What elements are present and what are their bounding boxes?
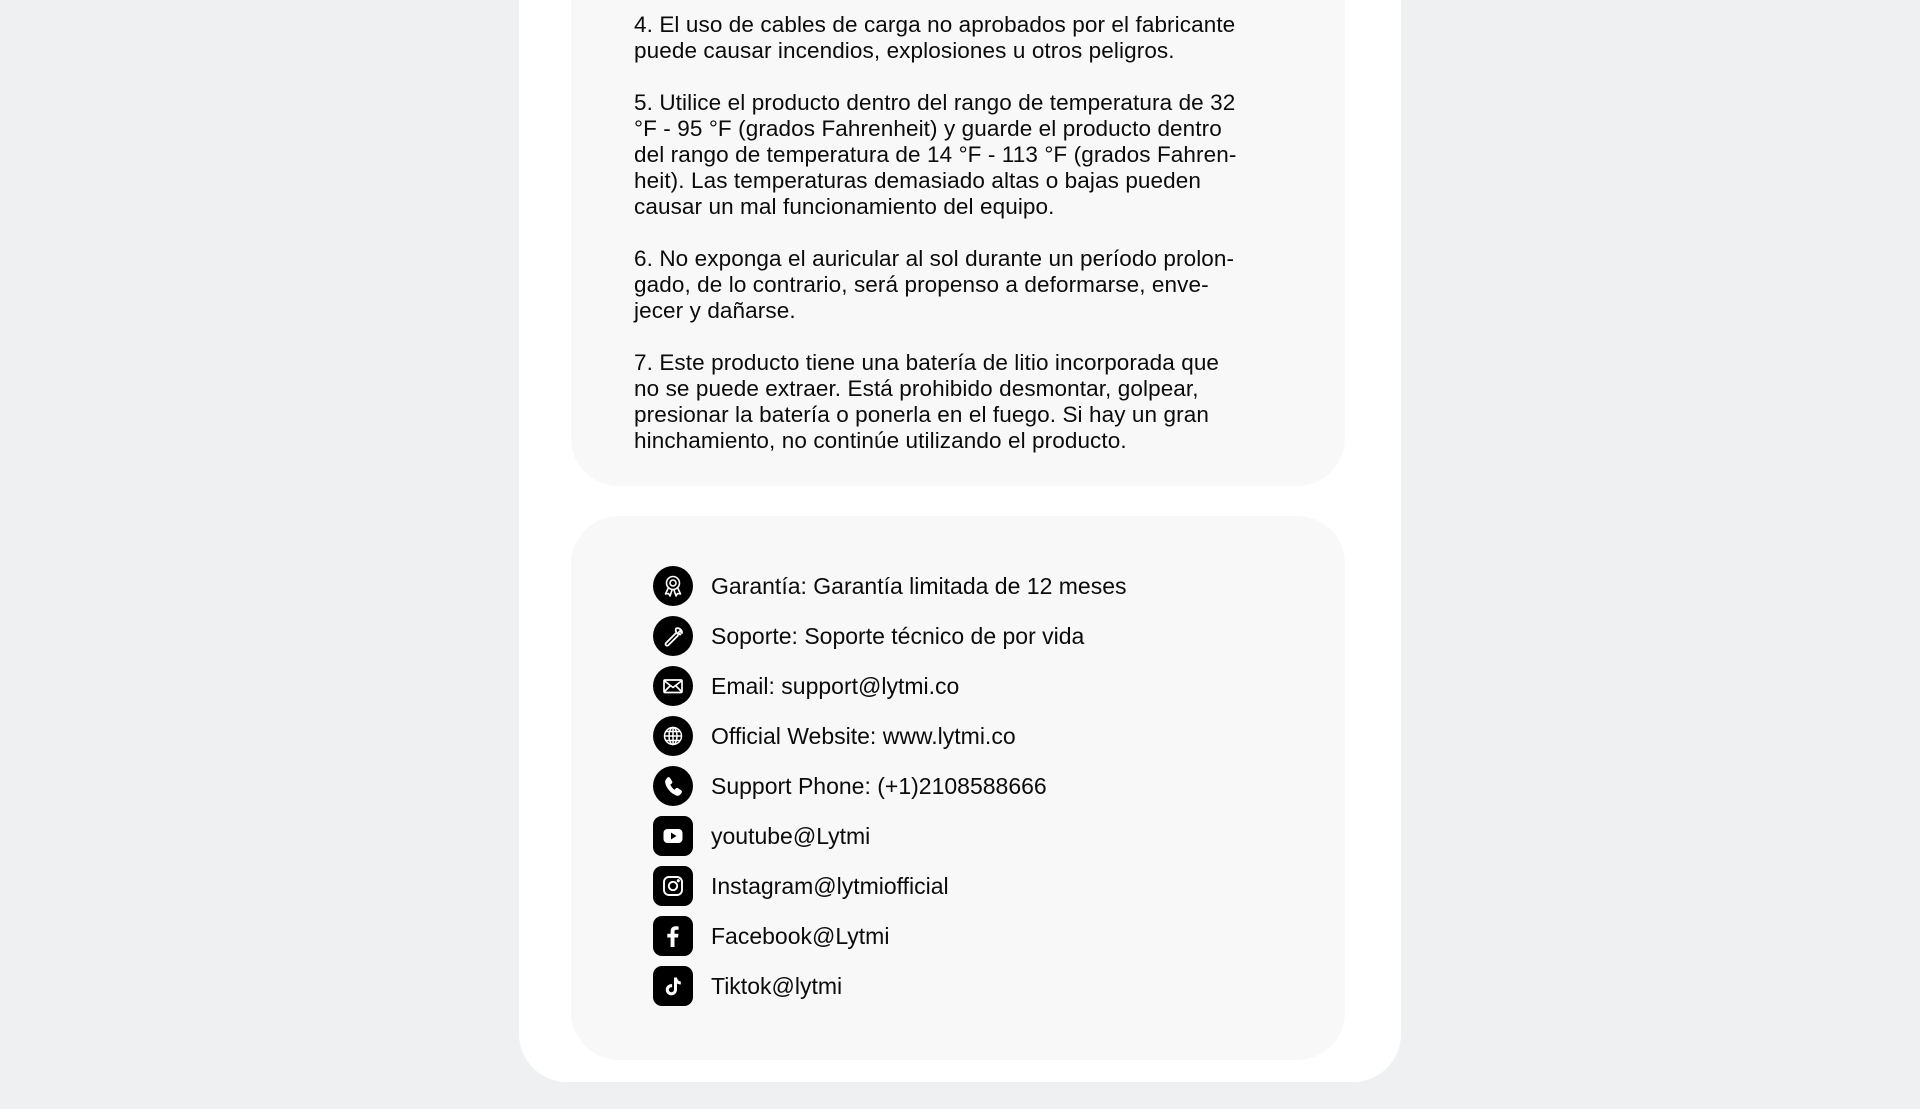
contact-item-tiktok[interactable] [653,961,1127,1011]
instagram-text[interactable]: Instagram@lytmiofficial [711,873,949,899]
facebook-icon [653,916,693,956]
warning-item-4: 4. El uso de cables de carga no aprobados por el fabricante puede causar incendios, explosiones u otros peligros. [634,12,1236,63]
website-text[interactable]: Official Website: www.lytmi.co [711,723,1016,749]
contact-item-email[interactable] [653,661,1127,711]
contact-item-website[interactable] [653,711,1127,761]
contact-item-support [653,611,1127,661]
warning-item-5: 5. Utilice el producto dentro del rango de temperatura de 32 °F - 95 °F (grados Fahrenheit) y guarde el producto dentro del rango de temperatura de 14 °F - 113 °F (grados Fahren- heit). Las temperaturas demasiado altas o bajas pueden causar un mal funcionamiento del equipo. [634,90,1237,219]
safety-warnings-card [571,0,1345,486]
safety-warnings-list [634,12,1294,480]
envelope-icon [653,666,693,706]
facebook-text[interactable]: Facebook@Lytmi [711,923,890,949]
wrench-icon [653,616,693,656]
globe-icon [653,716,693,756]
contact-item-warranty [653,561,1127,611]
contact-item-instagram[interactable] [653,861,1127,911]
support-text: Soporte: Soporte técnico de por vida [711,623,1085,649]
contact-item-youtube[interactable] [653,811,1127,861]
phone-icon [653,766,693,806]
contact-item-facebook[interactable] [653,911,1127,961]
tiktok-icon [653,966,693,1006]
manual-page [519,0,1401,1082]
contact-info-card [571,516,1345,1060]
youtube-text[interactable]: youtube@Lytmi [711,823,871,849]
warning-item-6: 6. No exponga el auricular al sol durante un período prolon- gado, de lo contrario, será propenso a deformarse, enve- jecer y dañarse. [634,246,1235,323]
phone-text[interactable]: Support Phone: (+1)2108588666 [711,773,1047,799]
award-icon [653,566,693,606]
contact-list [653,561,1127,1011]
tiktok-text[interactable]: Tiktok@lytmi [711,973,843,999]
warranty-text: Garantía: Garantía limitada de 12 meses [711,573,1127,599]
email-text[interactable]: Email: support@lytmi.co [711,673,960,699]
contact-item-phone[interactable] [653,761,1127,811]
instagram-icon [653,866,693,906]
warning-item-7: 7. Este producto tiene una batería de litio incorporada que no se puede extraer. Está prohibido desmontar, golpear, presionar la batería o ponerla en el fuego. Si hay un gran hinchamiento, no continúe utilizando el producto. [634,350,1220,453]
youtube-icon [653,816,693,856]
